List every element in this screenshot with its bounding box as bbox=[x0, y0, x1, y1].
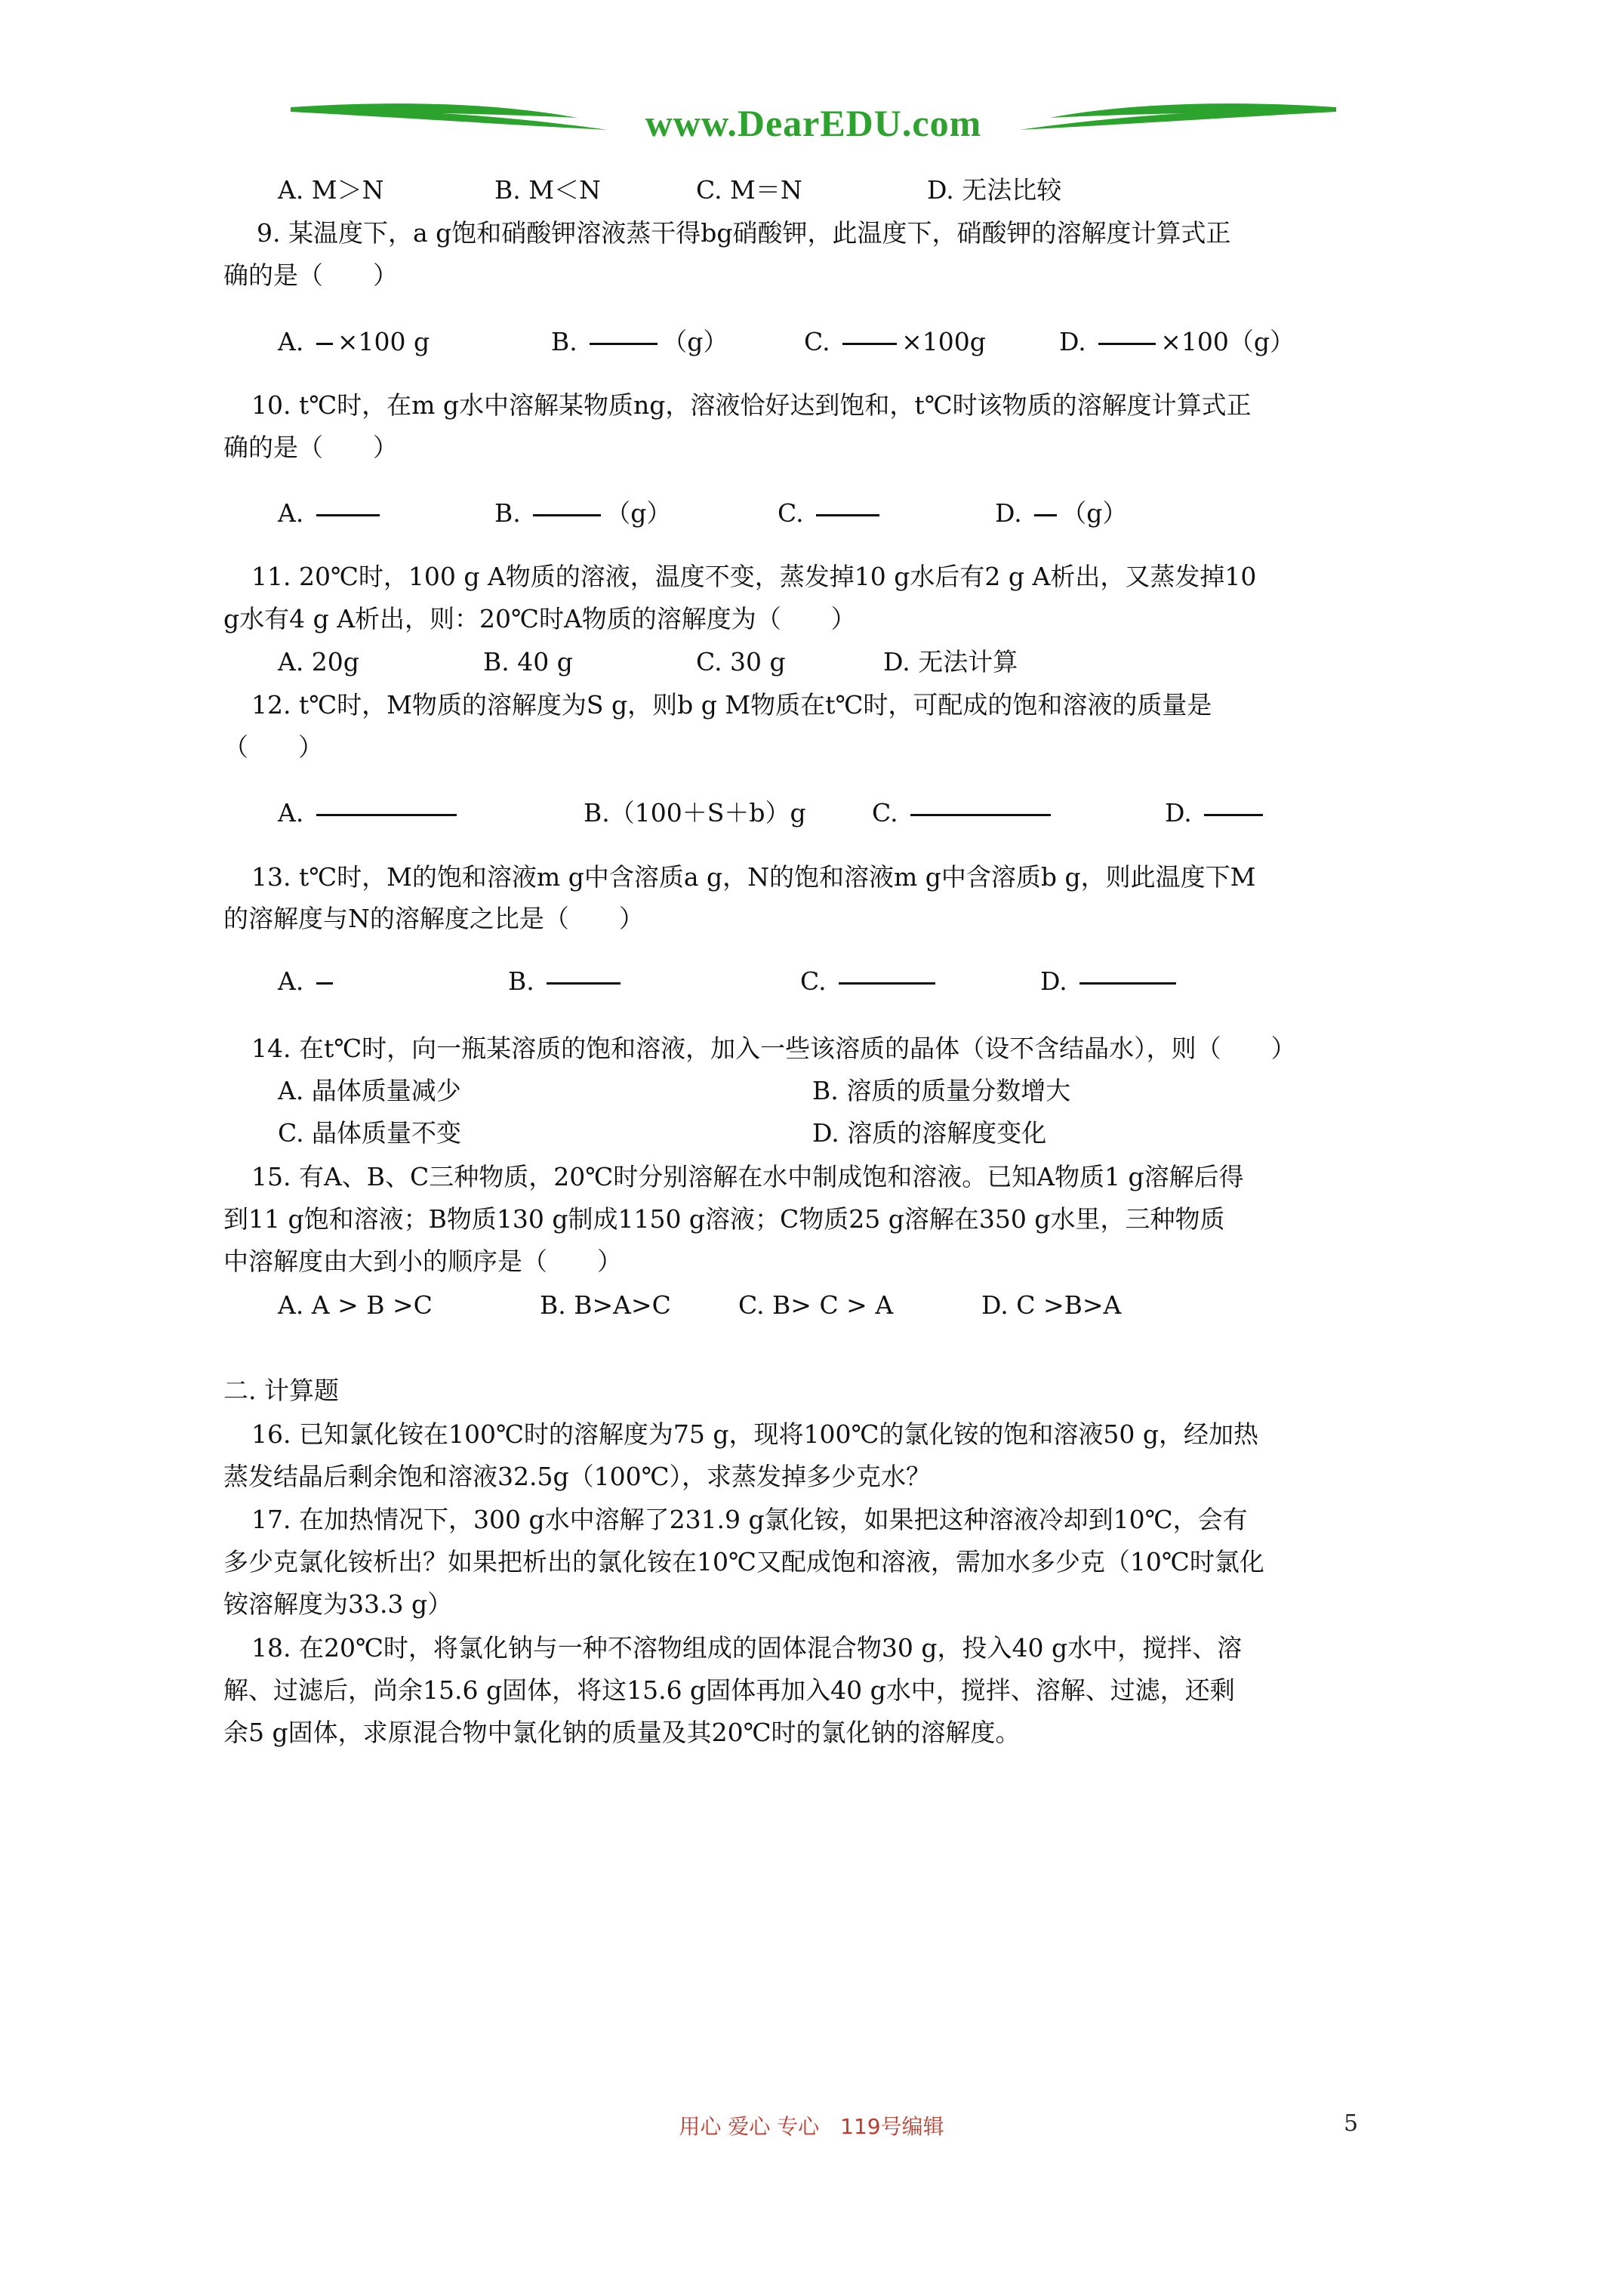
q18-line-2: 解、过滤后，尚余15.6 g固体，将这15.6 g固体再加入40 g水中，搅拌、溶解、过滤，还剩 bbox=[223, 1675, 1235, 1705]
q10-option-a-label: A. bbox=[278, 498, 304, 528]
q12-option-a-label: A. bbox=[278, 798, 304, 827]
q12-option-a bbox=[278, 800, 461, 825]
q15-option-c: C. B> C > A bbox=[738, 1290, 894, 1320]
q9-option-c-label: C. bbox=[804, 327, 830, 356]
q8-option-b: B. M＜N bbox=[494, 175, 601, 205]
q15-stem-line-2: 到11 g饱和溶液；B物质130 g制成1150 g溶液；C物质25 g溶解在350 g水里，三种物质 bbox=[223, 1204, 1225, 1234]
fraction-bar bbox=[1204, 814, 1263, 816]
q18-line-1: 18. 在20℃时，将氯化钠与一种不溶物组成的固体混合物30 g，投入40 g水中，搅拌、溶 bbox=[251, 1633, 1243, 1663]
q14-option-c: C. 晶体质量不变 bbox=[278, 1118, 462, 1148]
site-header bbox=[291, 97, 1336, 149]
q12-option-b: B.（100＋S＋b）g bbox=[584, 798, 806, 827]
q13-stem-line-2: 的溶解度与N的溶解度之比是（ ） bbox=[223, 904, 644, 933]
q18-line-3: 余5 g固体，求原混合物中氯化钠的质量及其20℃时的氯化钠的溶解度。 bbox=[223, 1718, 1021, 1747]
q12-option-c-label: C. bbox=[872, 798, 898, 827]
q13-option-c bbox=[800, 966, 940, 996]
fraction-bar bbox=[816, 514, 879, 516]
fraction-bar bbox=[842, 343, 897, 345]
q10-option-d-label: D. bbox=[995, 498, 1022, 528]
q15-option-a: A. A > B >C bbox=[278, 1290, 433, 1320]
fraction-bar bbox=[1098, 343, 1156, 345]
q10-option-b bbox=[494, 498, 672, 528]
page-number: 5 bbox=[1344, 2110, 1359, 2137]
q14-option-b: B. 溶质的质量分数增大 bbox=[812, 1076, 1071, 1105]
q8-option-d: D. 无法比较 bbox=[927, 175, 1062, 205]
fraction-bar bbox=[316, 514, 380, 516]
q9-option-b-tail: （g） bbox=[662, 327, 728, 356]
q9-option-a-label: A. bbox=[278, 327, 304, 356]
fraction-bar bbox=[316, 343, 333, 345]
q10-option-a bbox=[278, 498, 384, 528]
q11-option-b: B. 40 g bbox=[483, 647, 573, 676]
q9-option-c bbox=[804, 329, 986, 354]
q9-option-c-tail: ×100g bbox=[901, 327, 986, 356]
q8-option-a: A. M＞N bbox=[278, 175, 384, 205]
q13-option-d-label: D. bbox=[1040, 966, 1067, 996]
q9-option-b bbox=[551, 329, 728, 354]
q12-option-d-label: D. bbox=[1165, 798, 1192, 827]
q17-line-2: 多少克氯化铵析出？如果把析出的氯化铵在10℃又配成饱和溶液，需加水多少克（10℃时氯化 bbox=[223, 1547, 1264, 1576]
q13-stem-line-1: 13. t℃时，M的饱和溶液m g中含溶质a g，N的饱和溶液m g中含溶质b g，则此温度下M bbox=[251, 862, 1256, 892]
q9-option-b-label: B. bbox=[551, 327, 577, 356]
q9-option-d-tail: ×100（g） bbox=[1160, 327, 1295, 356]
q10-option-d bbox=[995, 498, 1128, 528]
q17-line-3: 铵溶解度为33.3 g） bbox=[223, 1589, 453, 1619]
site-brand[interactable]: www.DearEDU.com bbox=[645, 102, 982, 144]
q15-option-b: B. B>A>C bbox=[540, 1290, 671, 1320]
q15-stem-line-1: 15. 有A、B、C三种物质，20℃时分别溶解在水中制成饱和溶液。已知A物质1 g溶解后得 bbox=[251, 1162, 1244, 1191]
q9-option-a-tail: ×100 g bbox=[337, 327, 430, 356]
q9-stem-line-1: 9. 某温度下，a g饱和硝酸钾溶液蒸干得bg硝酸钾，此温度下，硝酸钾的溶解度计算式正 bbox=[257, 218, 1231, 248]
fraction-bar bbox=[547, 982, 621, 985]
q14-stem: 14. 在t℃时，向一瓶某溶质的饱和溶液，加入一些该溶质的晶体（设不含结晶水），则（ ） bbox=[251, 1034, 1296, 1063]
q11-option-c: C. 30 g bbox=[696, 647, 786, 676]
q14-option-d: D. 溶质的溶解度变化 bbox=[812, 1118, 1047, 1148]
fraction-bar bbox=[839, 982, 935, 985]
q11-stem-line-2: g水有4 g A析出，则：20℃时A物质的溶解度为（ ） bbox=[223, 604, 856, 633]
fraction-bar bbox=[1079, 982, 1176, 985]
q16-line-2: 蒸发结晶后剩余饱和溶液32.5g（100℃），求蒸发掉多少克水？ bbox=[223, 1462, 932, 1491]
q10-option-c-label: C. bbox=[778, 498, 804, 528]
q10-stem-line-1: 10. t℃时，在m g水中溶解某物质ng，溶液恰好达到饱和，t℃时该物质的溶解度计算式正 bbox=[251, 390, 1252, 420]
q11-option-d: D. 无法计算 bbox=[883, 647, 1018, 676]
fraction-bar bbox=[1034, 514, 1057, 516]
q10-option-b-tail: （g） bbox=[605, 498, 672, 528]
q13-option-d bbox=[1040, 966, 1181, 996]
q9-option-d bbox=[1059, 329, 1295, 354]
q12-stem-line-2: （ ） bbox=[223, 732, 323, 762]
q11-stem-line-1: 11. 20℃时，100 g A物质的溶液，温度不变，蒸发掉10 g水后有2 g A析出，又蒸发掉10 bbox=[251, 562, 1257, 591]
q13-option-b bbox=[508, 966, 625, 996]
section-title-calculation: 二. 计算题 bbox=[223, 1376, 339, 1405]
fraction-bar bbox=[590, 343, 658, 345]
q9-option-d-label: D. bbox=[1059, 327, 1086, 356]
q13-option-b-label: B. bbox=[508, 966, 534, 996]
q12-option-c bbox=[872, 800, 1055, 825]
q10-stem-line-2: 确的是（ ） bbox=[223, 433, 398, 462]
fraction-bar bbox=[910, 814, 1051, 816]
q12-option-d bbox=[1165, 800, 1267, 825]
q15-stem-line-3: 中溶解度由大到小的顺序是（ ） bbox=[223, 1247, 622, 1276]
q13-option-c-label: C. bbox=[800, 966, 827, 996]
q10-option-c bbox=[778, 498, 884, 528]
q8-option-c: C. M＝N bbox=[696, 175, 802, 205]
q13-option-a bbox=[278, 966, 337, 996]
q12-stem-line-1: 12. t℃时，M物质的溶解度为S g，则b g M物质在t℃时，可配成的饱和溶液的质量是 bbox=[251, 690, 1212, 720]
q11-option-a: A. 20g bbox=[278, 647, 359, 676]
q9-option-a bbox=[278, 329, 430, 354]
q13-option-a-label: A. bbox=[278, 966, 304, 996]
q15-option-d: D. C >B>A bbox=[981, 1290, 1122, 1320]
footer-note: 用心 爱心 专心 119号编辑 bbox=[679, 2114, 944, 2139]
q9-stem-line-2: 确的是（ ） bbox=[223, 260, 398, 290]
fraction-bar bbox=[316, 814, 457, 816]
q14-option-a: A. 晶体质量减少 bbox=[278, 1076, 461, 1105]
q10-option-b-label: B. bbox=[494, 498, 521, 528]
q16-line-1: 16. 已知氯化铵在100℃时的溶解度为75 g，现将100℃的氯化铵的饱和溶液50 g，经加热 bbox=[251, 1419, 1258, 1449]
fraction-bar bbox=[316, 982, 333, 985]
fraction-bar bbox=[533, 514, 601, 516]
q10-option-d-tail: （g） bbox=[1061, 498, 1128, 528]
q17-line-1: 17. 在加热情况下，300 g水中溶解了231.9 g氯化铵，如果把这种溶液冷却到10℃，会有 bbox=[251, 1505, 1248, 1534]
